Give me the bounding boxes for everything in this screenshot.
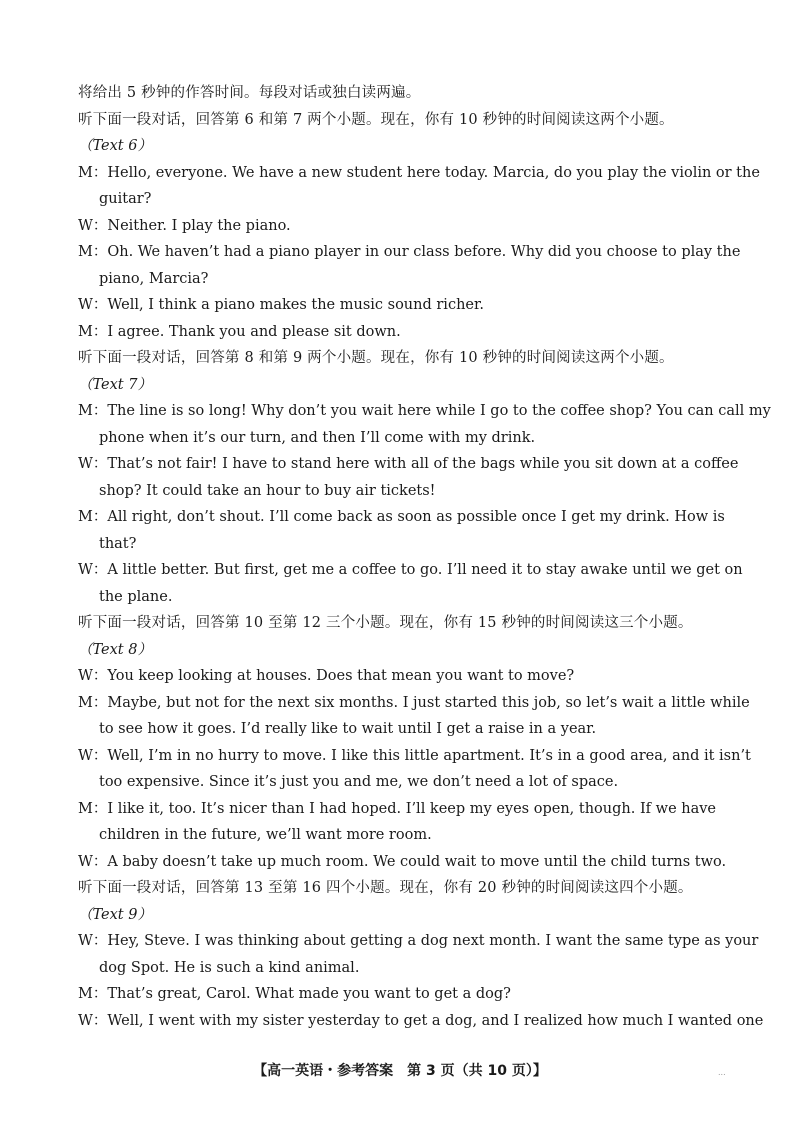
utterance-text: The line is so long! Why don’t you wait here while I go to the coffee shop? You can call my xyxy=(107,403,771,419)
dialogue-continuation: to see how it goes. I’d really like to wait until I get a raise in a year. xyxy=(99,721,597,737)
dialogue-line xyxy=(78,213,728,240)
dialogue-line xyxy=(78,160,760,187)
speaker-label: M： xyxy=(78,323,108,340)
utterance-text: A little better. But first, get me a coffee to go. I’ll need it to stay awake until we get on xyxy=(107,562,743,578)
dialogue-line xyxy=(78,557,743,584)
dialogue-continuation: too expensive. Since it’s just you and me, we don’t need a lot of space. xyxy=(99,774,619,790)
dialogue-line xyxy=(78,1008,764,1035)
utterance-text: Hey, Steve. I was thinking about getting a dog next month. I want the same type as your xyxy=(107,933,759,949)
utterance-text: All right, don’t shout. I’ll come back as soon as possible once I get my drink. How is xyxy=(107,509,725,525)
text-label: （Text 8） xyxy=(78,641,152,658)
speaker-label: M： xyxy=(78,509,108,525)
speaker-label: W： xyxy=(78,853,108,870)
footer-dots: ... xyxy=(718,1068,726,1077)
text-label: （Text 7） xyxy=(78,376,152,393)
speaker-label: M： xyxy=(78,164,108,181)
utterance-text: Neither. I play the piano. xyxy=(107,217,291,234)
dialogue-line xyxy=(78,663,728,690)
utterance-text: I agree. Thank you and please sit down. xyxy=(107,323,401,340)
utterance-text: Well, I went with my sister yesterday to get a dog, and I realized how much I wanted one xyxy=(107,1012,764,1029)
dialogue-line xyxy=(78,451,739,478)
dialogue-line xyxy=(78,849,728,876)
section-instruction: 听下面一段对话，回答第 10 至第 12 三个小题。现在，你有 15 秒钟的时间阅读这三个小题。 xyxy=(78,615,693,631)
dialogue-line xyxy=(78,319,728,346)
speaker-label: M： xyxy=(78,244,108,260)
dialogue-line xyxy=(78,981,728,1008)
dialogue-line xyxy=(78,743,751,770)
dialogue-line xyxy=(78,398,771,425)
dialogue-line xyxy=(78,504,728,531)
speaker-label: M： xyxy=(78,800,108,817)
dialogue-line xyxy=(78,292,728,319)
page-footer: 【高一英语・参考答案 第 3 页（共 10 页）】 xyxy=(253,1063,547,1079)
dialogue-continuation: piano, Marcia? xyxy=(99,270,209,287)
utterance-text: I like it, too. It’s nicer than I had hoped. I’ll keep my eyes open, though. If we have xyxy=(107,800,717,817)
speaker-label: M： xyxy=(78,986,108,1002)
utterance-text: Well, I think a piano makes the music sound richer. xyxy=(107,297,484,313)
speaker-label: M： xyxy=(78,694,108,711)
text-label: （Text 6） xyxy=(78,138,152,154)
speaker-label: W： xyxy=(78,297,108,313)
utterance-text: Hello, everyone. We have a new student here today. Marcia, do you play the violin or the xyxy=(107,164,760,181)
utterance-text: Oh. We haven’t had a piano player in our class before. Why did you choose to play the xyxy=(107,244,741,260)
speaker-label: W： xyxy=(78,562,108,578)
speaker-label: M： xyxy=(78,403,108,419)
text-label: （Text 9） xyxy=(78,906,152,923)
speaker-label: W： xyxy=(78,668,108,684)
dialogue-continuation: shop? It could take an hour to buy air tickets! xyxy=(99,482,436,499)
utterance-text: Well, I’m in no hurry to move. I like this little apartment. It’s in a good area, and it isn’t xyxy=(107,747,751,764)
section-instruction: 听下面一段对话，回答第 6 和第 7 两个小题。现在，你有 10 秒钟的时间阅读这两个小题。 xyxy=(78,111,674,128)
utterance-text: That’s not fair! I have to stand here with all of the bags while you sit down at a coffee xyxy=(107,456,739,472)
section-instruction: 将给出 5 秒钟的作答时间。每段对话或独白读两遍。 xyxy=(78,85,421,101)
dialogue-line xyxy=(78,239,741,266)
utterance-text: A baby doesn’t take up much room. We could wait to move until the child turns two. xyxy=(107,853,727,870)
dialogue-continuation: children in the future, we’ll want more room. xyxy=(99,827,432,843)
dialogue-line xyxy=(78,928,759,955)
speaker-label: W： xyxy=(78,1012,108,1029)
dialogue-line xyxy=(78,796,728,823)
speaker-label: W： xyxy=(78,747,108,764)
dialogue-continuation: the plane. xyxy=(99,588,173,605)
utterance-text: You keep looking at houses. Does that mean you want to move? xyxy=(107,668,575,684)
section-instruction: 听下面一段对话，回答第 8 和第 9 两个小题。现在，你有 10 秒钟的时间阅读这两个小题。 xyxy=(78,350,674,366)
document-body xyxy=(78,80,771,1034)
utterance-text: Maybe, but not for the next six months. I just started this job, so let’s wait a little while xyxy=(107,694,750,711)
dialogue-continuation: dog Spot. He is such a kind animal. xyxy=(99,959,360,976)
speaker-label: W： xyxy=(78,933,108,949)
dialogue-continuation: guitar? xyxy=(99,191,152,207)
speaker-label: W： xyxy=(78,456,108,472)
speaker-label: W： xyxy=(78,217,108,234)
utterance-text: That’s great, Carol. What made you want to get a dog? xyxy=(107,986,511,1002)
dialogue-continuation: that? xyxy=(99,535,137,552)
section-instruction: 听下面一段对话，回答第 13 至第 16 四个小题。现在，你有 20 秒钟的时间阅读这四个小题。 xyxy=(78,880,693,896)
dialogue-continuation: phone when it’s our turn, and then I’ll come with my drink. xyxy=(99,429,536,446)
dialogue-line xyxy=(78,690,750,717)
